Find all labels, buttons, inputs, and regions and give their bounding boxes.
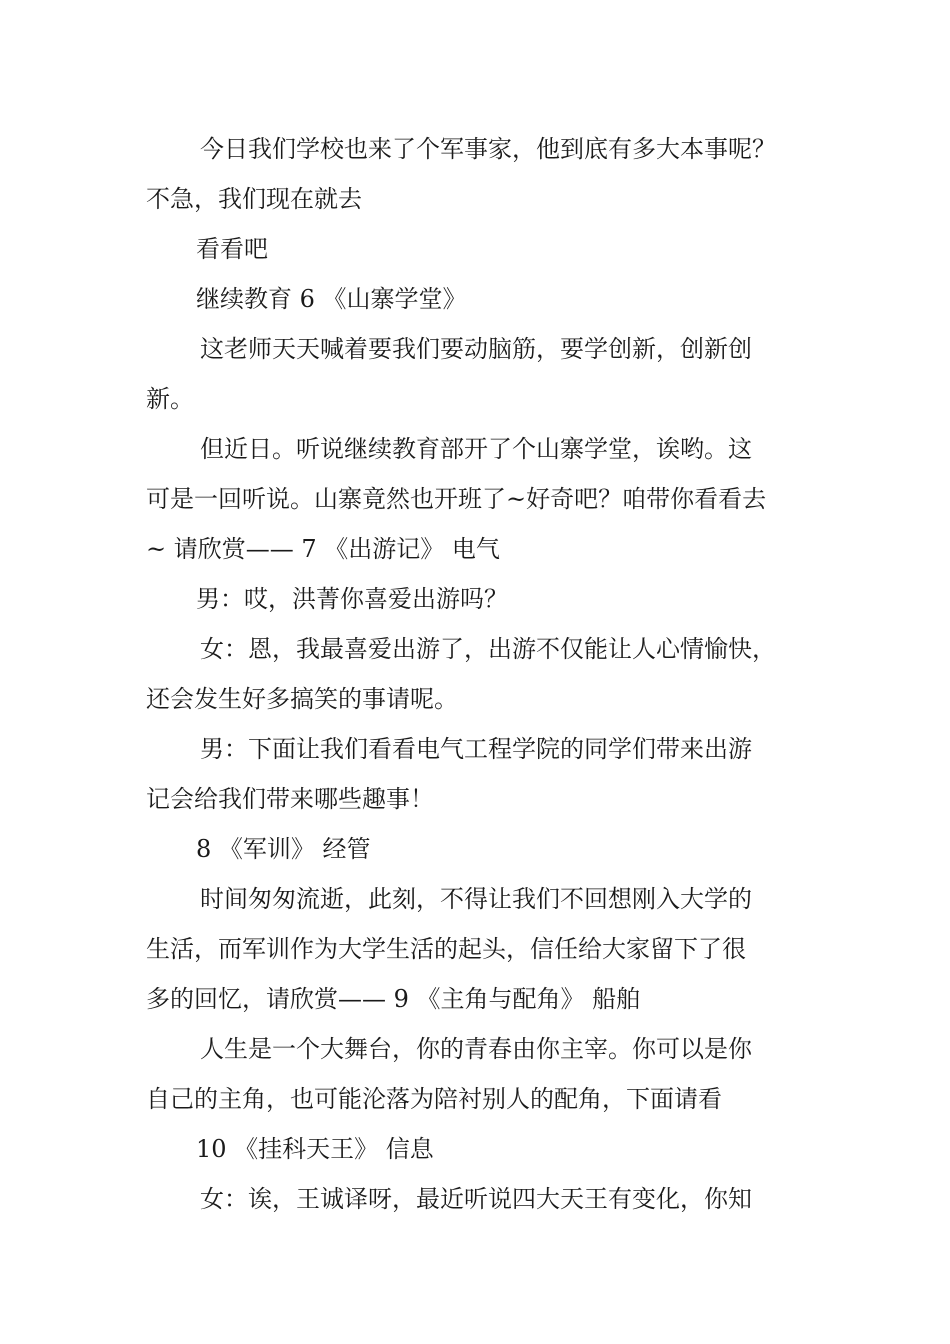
section-heading-6: 继续教育 6 《山寨学堂》 [196, 285, 467, 313]
dialogue-male-1: 男：哎，洪菁你喜爱出游吗？ [196, 585, 508, 613]
text-line-5: 这老师天天喊着要我们要动脑筋，要学创新，创新创 [200, 335, 752, 363]
text-line-7: 但近日。听说继续教育部开了个山寨学堂，诶哟。这 [200, 435, 752, 463]
dialogue-female-1: 女：恩，我最喜爱出游了，出游不仅能让人心情愉快， [200, 635, 776, 663]
text-line-19: 人生是一个大舞台，你的青春由你主宰。你可以是你 [200, 1035, 752, 1063]
text-line-12: 还会发生好多搞笑的事请呢。 [146, 685, 458, 713]
dialogue-male-2: 男：下面让我们看看电气工程学院的同学们带来出游 [200, 735, 752, 763]
body-text [146, 124, 818, 1224]
text-line-20: 自己的主角，也可能沦落为陪衬别人的配角，下面请看 [146, 1085, 722, 1113]
text-line-14: 记会给我们带来哪些趣事！ [146, 785, 434, 813]
text-line-16: 时间匆匆流逝，此刻，不得让我们不回想刚入大学的 [200, 885, 752, 913]
text-line-6: 新。 [146, 385, 194, 413]
text-line-17: 生活，而军训作为大学生活的起头，信任给大家留下了很 [146, 935, 746, 963]
text-line-2: 不急，我们现在就去 [146, 185, 362, 213]
text-line-1: 今日我们学校也来了个军事家，他到底有多大本事呢？ [200, 135, 776, 163]
section-heading-8: 8 《军训》 经管 [196, 835, 371, 863]
text-line-9: ~ 请欣赏—— 7 《出游记》 电气 [146, 535, 500, 563]
text-line-18: 多的回忆，请欣赏—— 9 《主角与配角》 船舶 [146, 985, 641, 1013]
text-line-3: 看看吧 [196, 235, 268, 263]
text-line-8: 可是一回听说。山寨竟然也开班了~好奇吧？咱带你看看去 [146, 485, 767, 513]
section-heading-10: 10 《挂科天王》 信息 [196, 1135, 434, 1163]
dialogue-female-2: 女：诶，王诚译呀，最近听说四大天王有变化，你知 [200, 1185, 752, 1213]
